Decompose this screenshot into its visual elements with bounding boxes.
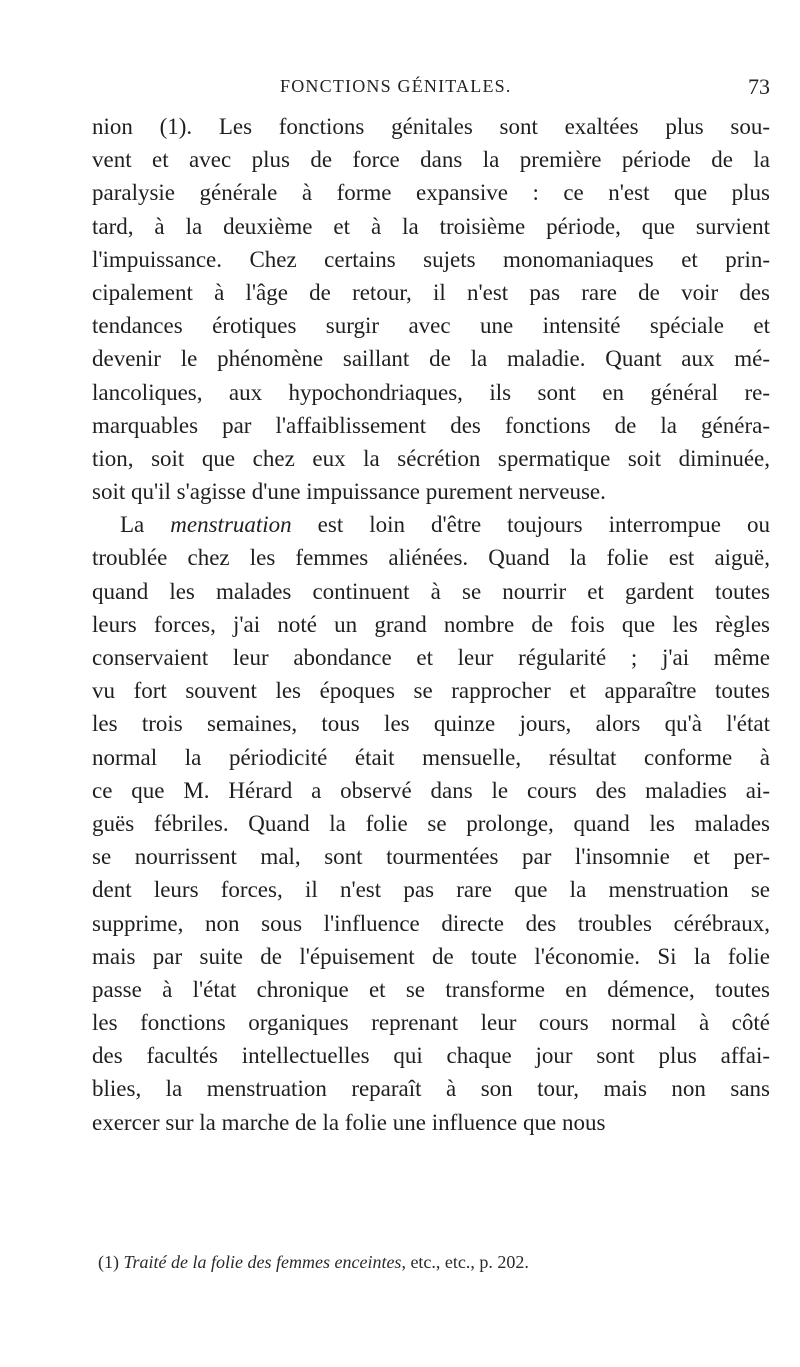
text-line: guës fébriles. Quand la folie se prolonge, quand les malades [92, 810, 770, 836]
text-line: nion (1). Les fonctions génitales sont exaltées plus sou- [92, 114, 770, 139]
text-line: conservaient leur abondance et leur régularité ; j'ai même [92, 645, 770, 670]
paragraph-first-line [92, 508, 770, 541]
text-line: tendances érotiques surgir avec une intensité spéciale et [92, 313, 770, 339]
text-line: dent leurs forces, il n'est pas rare que la menstruation se [92, 877, 770, 903]
text-line: lancoliques, aux hypochondriaques, ils sont en général re- [92, 379, 770, 405]
text-line: troublée chez les femmes aliénées. Quand la folie est aiguë, [92, 545, 770, 571]
text-fragment: est loin d'être toujours interrompue ou [291, 512, 770, 538]
text-line: se nourrissent mal, sont tourmentées par l'insomnie et per- [92, 844, 770, 870]
text-line: ce que M. Hérard a observé dans le cours des maladies ai- [92, 777, 770, 803]
text-line: tion, soit que chez eux la sécrétion spermatique soit diminuée, [92, 445, 770, 471]
footnote-title: Traité de la folie des femmes enceintes [123, 1252, 402, 1272]
text-line: paralysie générale à forme expansive : ce n'est que plus [92, 180, 770, 206]
text-line: normal la périodicité était mensuelle, résultat conforme à [92, 744, 770, 770]
text-line: exercer sur la marche de la folie une influence que nous [92, 1109, 606, 1135]
text-line: blies, la menstruation reparaît à son tour, mais non sans [92, 1076, 770, 1102]
text-line: cipalement à l'âge de retour, il n'est pas rare de voir des [92, 279, 770, 305]
text-line: soit qu'il s'agisse d'une impuissance purement nerveuse. [92, 479, 606, 505]
text-line: tard, à la deuxième et à la troisième période, que survient [92, 213, 770, 239]
text-line: quand les malades continuent à se nourrir et gardent toutes [92, 578, 770, 604]
text-fragment: La [120, 512, 171, 538]
body-text [92, 110, 770, 1139]
emphasis-menstruation: menstruation [170, 512, 292, 538]
text-line: vu fort souvent les époques se rapprocher et apparaître toutes [92, 678, 770, 704]
text-line: devenir le phénomène saillant de la maladie. Quant aux mé- [92, 346, 770, 372]
running-title: FONCTIONS GÉNITALES. [280, 76, 512, 96]
text-line: supprime, non sous l'influence directe des troubles cérébraux, [92, 910, 770, 936]
page-number: 73 [748, 74, 770, 99]
text-line: vent et avec plus de force dans la première période de la [92, 147, 770, 173]
text-line: des facultés intellectuelles qui chaque jour sont plus affai- [92, 1043, 770, 1069]
text-line: les trois semaines, tous les quinze jours, alors qu'à l'état [92, 711, 770, 737]
text-line: mais par suite de l'épuisement de toute l'économie. Si la folie [92, 943, 770, 969]
footnote-reference: , etc., etc., p. 202. [401, 1252, 529, 1272]
footnote-marker: (1) [98, 1252, 124, 1272]
text-line: leurs forces, j'ai noté un grand nombre de fois que les règles [92, 611, 770, 637]
text-line: les fonctions organiques reprenant leur cours normal à côté [92, 1010, 770, 1036]
text-line: passe à l'état chronique et se transforme en démence, toutes [92, 976, 770, 1002]
text-line: l'impuissance. Chez certains sujets monomaniaques et prin- [92, 246, 770, 272]
text-line: marquables par l'affaiblissement des fonctions de la généra- [92, 412, 770, 438]
running-head [70, 76, 770, 106]
footnote [98, 1252, 529, 1273]
